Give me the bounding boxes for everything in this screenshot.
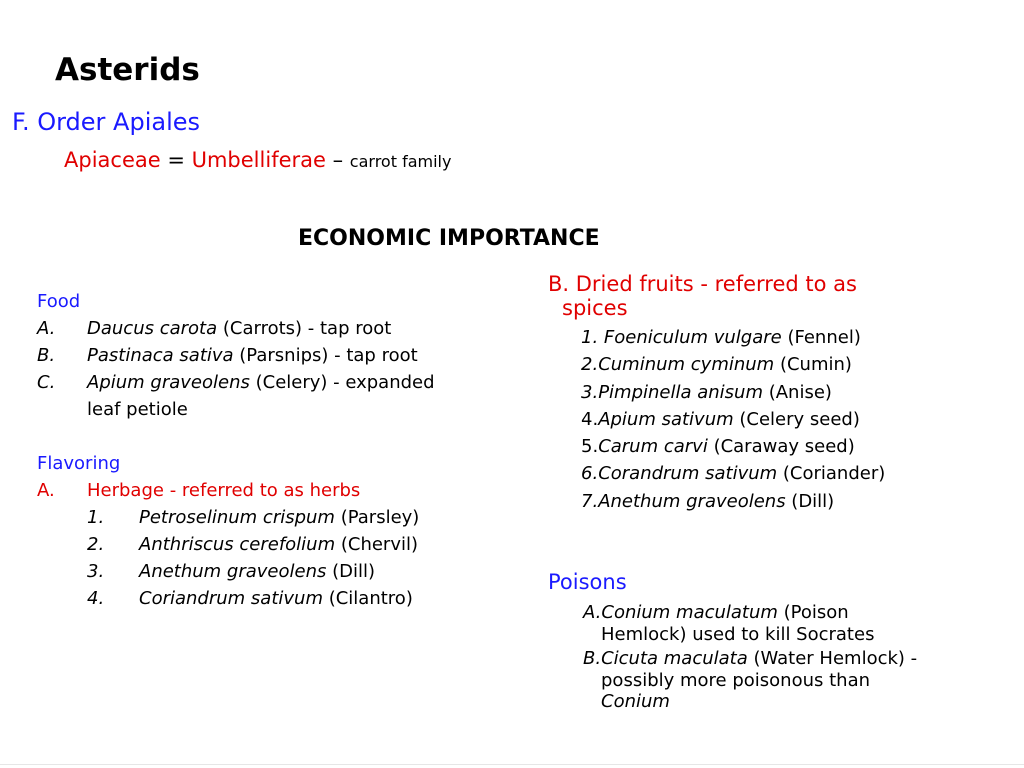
equals-sign: = xyxy=(160,148,192,172)
dash: – xyxy=(325,148,350,172)
common-name: (Chervil) xyxy=(335,534,418,555)
common-name: (Carrots) - tap root xyxy=(217,318,392,339)
poison-item-continuation: Hemlock) used to kill Socrates xyxy=(601,623,875,645)
latin-name: Anethum graveolens xyxy=(139,561,327,582)
common-name: (Dill) xyxy=(326,561,376,582)
list-marker: 1. xyxy=(581,327,599,348)
common-name: (Parsley) xyxy=(334,507,420,528)
list-marker: 5. xyxy=(581,436,599,458)
family-name-umbelliferae: Umbelliferae xyxy=(191,148,326,172)
list-marker: 2. xyxy=(87,534,105,555)
dried-fruits-heading-line1: B. Dried fruits - referred to as xyxy=(548,272,857,296)
list-marker: 4. xyxy=(87,588,105,609)
latin-name: Apium sativum xyxy=(598,408,734,430)
dried-fruits-heading-line2: spices xyxy=(562,296,628,320)
food-item-text xyxy=(87,315,391,342)
list-marker: A. xyxy=(583,602,602,623)
latin-name: Cicuta maculata xyxy=(601,648,748,669)
herbage-text: Herbage - referred to as herbs xyxy=(87,480,361,501)
left-column xyxy=(37,288,435,612)
latin-name: Daucus carota xyxy=(87,318,218,339)
food-item xyxy=(37,342,435,369)
herb-text xyxy=(139,504,419,531)
poison-item-continuation-latin: Conium xyxy=(601,691,670,712)
order-heading: F. Order Apiales xyxy=(12,108,201,136)
list-marker: B. xyxy=(37,345,56,366)
common-name: (Dill) xyxy=(785,490,835,512)
latin-name: Pastinaca sativa xyxy=(87,345,234,366)
common-name: (Poison xyxy=(777,602,849,623)
dried-fruits-heading xyxy=(548,272,885,320)
herb-item xyxy=(37,531,435,558)
common-name: (Cumin) xyxy=(774,354,852,376)
herb-text xyxy=(139,585,413,612)
herb-text xyxy=(139,558,375,585)
latin-name: Anethum graveolens xyxy=(598,490,786,512)
list-marker: 7. xyxy=(581,490,599,512)
bottom-divider xyxy=(0,764,1024,765)
list-marker: C. xyxy=(37,372,56,393)
latin-name: Carum carvi xyxy=(598,436,708,458)
list-marker: 1. xyxy=(87,507,105,528)
food-item-text xyxy=(87,369,435,396)
common-name: (Cilantro) xyxy=(322,588,413,609)
common-name: (Anise) xyxy=(763,381,832,403)
common-name: (Celery seed) xyxy=(733,408,860,430)
list-marker: 6. xyxy=(581,463,599,485)
flavoring-label: Flavoring xyxy=(37,453,121,474)
poisons-heading: Poisons xyxy=(548,570,627,594)
spice-item xyxy=(581,433,885,460)
poison-item-continuation: possibly more poisonous than xyxy=(601,669,871,691)
family-name-apiaceae: Apiaceae xyxy=(64,148,161,172)
common-name: (Parsnips) - tap root xyxy=(233,345,418,366)
spice-item xyxy=(581,324,885,351)
latin-name: Conium maculatum xyxy=(601,602,778,623)
spice-item xyxy=(581,488,885,515)
herb-item xyxy=(37,585,435,612)
spice-item xyxy=(581,351,885,378)
food-item-text xyxy=(87,342,418,369)
common-name: (Celery) - expanded xyxy=(249,372,435,393)
latin-name: Corandrum sativum xyxy=(598,463,778,485)
family-line xyxy=(64,148,451,172)
latin-name: Cuminum cyminum xyxy=(598,354,775,376)
economic-importance-heading: ECONOMIC IMPORTANCE xyxy=(298,226,600,251)
herb-item xyxy=(37,504,435,531)
right-column xyxy=(548,272,885,515)
herbage-item xyxy=(37,477,435,504)
food-item xyxy=(37,315,435,342)
spice-item xyxy=(581,460,885,487)
food-item xyxy=(37,369,435,396)
poison-item xyxy=(583,648,917,713)
list-marker: A. xyxy=(37,480,55,501)
food-label: Food xyxy=(37,291,81,312)
spice-list xyxy=(548,324,885,515)
latin-name: Anthriscus cerefolium xyxy=(139,534,336,555)
latin-name: Foeniculum vulgare xyxy=(603,327,782,348)
spice-item xyxy=(581,406,885,433)
poison-list xyxy=(583,602,917,716)
list-marker: 3. xyxy=(581,381,599,403)
latin-name: Pimpinella anisum xyxy=(598,381,763,403)
common-name: (Water Hemlock) - xyxy=(747,648,918,669)
family-common-name: carrot family xyxy=(349,152,452,171)
common-name: (Coriander) xyxy=(777,463,886,485)
common-name: (Fennel) xyxy=(781,327,861,348)
common-name: (Caraway seed) xyxy=(707,436,855,458)
list-marker: 3. xyxy=(87,561,105,582)
slide-title: Asterids xyxy=(55,52,200,88)
list-marker: 4. xyxy=(581,408,599,430)
herb-item xyxy=(37,558,435,585)
poison-item xyxy=(583,602,917,645)
list-marker: B. xyxy=(583,648,602,669)
food-item-continuation: leaf petiole xyxy=(87,399,188,420)
latin-name: Petroselinum crispum xyxy=(139,507,335,528)
latin-name: Apium graveolens xyxy=(87,372,250,393)
list-marker: A. xyxy=(37,318,56,339)
herb-text xyxy=(139,531,418,558)
latin-name: Coriandrum sativum xyxy=(139,588,323,609)
list-marker: 2. xyxy=(581,354,599,376)
spice-item xyxy=(581,379,885,406)
